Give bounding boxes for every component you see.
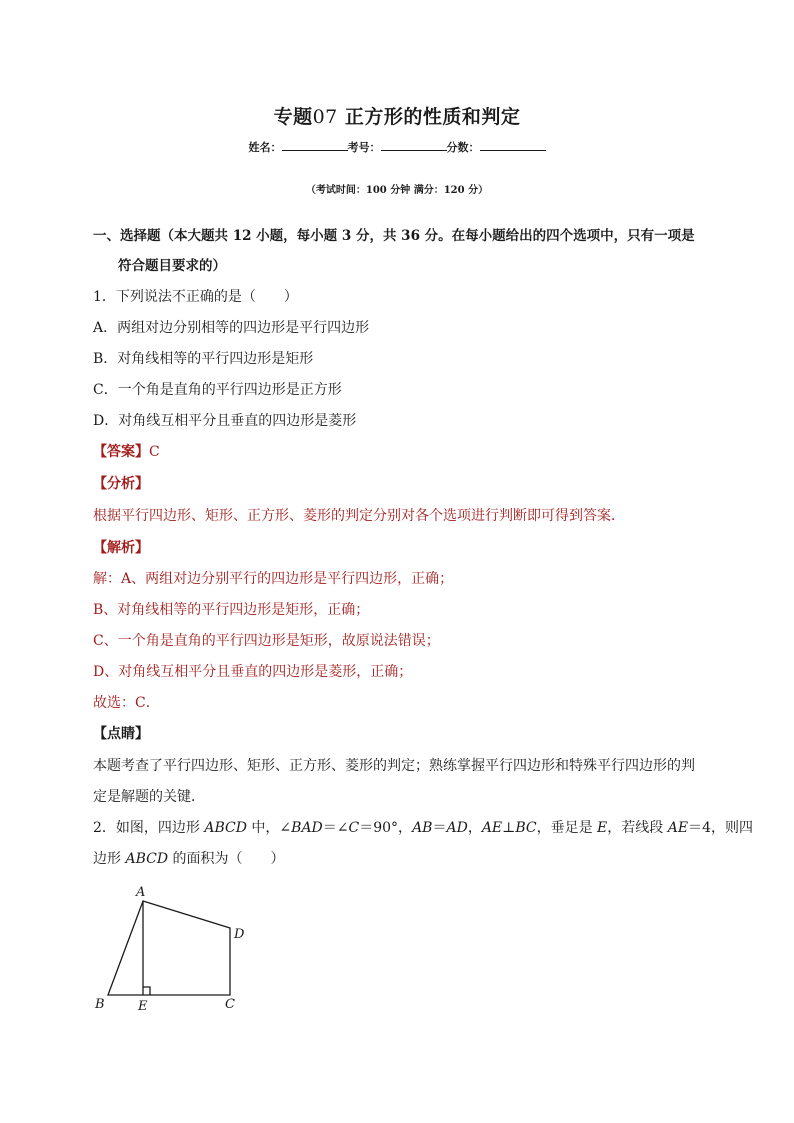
score-label: 分数： [446, 141, 480, 154]
q1-option-a: A．两组对边分别相等的四边形是平行四边形 [93, 320, 370, 336]
q2-math: E [597, 820, 608, 836]
q2-text: ＝90°， [359, 820, 413, 836]
q2-math: AE [667, 820, 689, 836]
q2-math: AE [481, 820, 503, 836]
q1-option-c: C．一个角是直角的平行四边形是正方形 [93, 382, 342, 398]
title-prefix: 专题 [273, 106, 313, 128]
exam-info: （考试时间：100 分钟 满分：120 分） [305, 185, 489, 196]
q2-math: ABCD [125, 851, 169, 867]
title-main: 正方形的性质和判定 [344, 106, 521, 128]
answer-tag: 【答案】 [93, 444, 149, 460]
label-d: D [234, 927, 245, 942]
title-number: 07 [312, 106, 338, 128]
q1-option-d: D．对角线互相平分且垂直的四边形是菱形 [93, 413, 357, 429]
q2-text: 的面积为（ ） [168, 851, 285, 867]
solution-line-4: D、对角线互相平分且垂直的四边形是菱形，正确； [93, 664, 413, 680]
q2-text: ⊥ [502, 820, 516, 836]
answer-value: C [149, 444, 160, 460]
comment-line-1: 本题考查了平行四边形、矩形、正方形、菱形的判定；熟练掌握平行四边形和特殊平行四边形的判 [93, 758, 695, 774]
right-angle-mark [143, 987, 150, 995]
q2-math: ∠BAD [279, 820, 323, 836]
q2-math: AD [446, 820, 468, 836]
q2-text: ，垂足是 [536, 820, 598, 836]
exam-no-label: 考号： [347, 141, 381, 154]
solution-tag: 【解析】 [93, 540, 149, 556]
q2-text: ， [467, 820, 482, 836]
solution-line-1: 解：A、两组对边分别平行的四边形是平行四边形，正确； [93, 571, 454, 587]
label-e: E [138, 999, 148, 1014]
q2-text: 边形 [93, 851, 126, 867]
label-c: C [225, 997, 235, 1012]
label-a: A [136, 885, 146, 900]
comment-line-2: 定是解题的关键． [93, 789, 205, 805]
section-heading-line2: 符合题目要求的） [118, 258, 226, 274]
analysis-text: 根据平行四边形、矩形、正方形、菱形的判定分别对各个选项进行判断即可得到答案． [93, 508, 625, 524]
quadrilateral-abcd [108, 901, 230, 995]
label-b: B [95, 997, 105, 1012]
q2-text: 2．如图，四边形 [93, 820, 205, 836]
analysis-tag: 【分析】 [93, 476, 149, 492]
solution-line-3: C、一个角是直角的平行四边形是矩形，故原说法错误； [93, 633, 440, 649]
q2-math: AB [412, 820, 433, 836]
name-label: 姓名： [248, 141, 282, 154]
q2-text: ＝ [432, 820, 447, 836]
section-heading-line1: 一、选择题（本大题共 12 小题，每小题 3 分，共 36 分。在每小题给出的四个选项中，只有一项是 [93, 228, 695, 244]
q2-text: 中， [246, 820, 280, 836]
q2-text: ＝ [322, 820, 337, 836]
q2-math: BC [515, 820, 537, 836]
q2-text: ，若线段 [607, 820, 668, 836]
q2-text: ＝4，则四 [688, 820, 753, 836]
q1-stem: 1．下列说法不正确的是（ ） [93, 289, 298, 305]
solution-line-5: 故选：C． [93, 695, 160, 711]
q2-math: ∠C [336, 820, 360, 836]
solution-line-2: B、对角线相等的平行四边形是矩形，正确； [93, 602, 370, 618]
q1-option-b: B．对角线相等的平行四边形是矩形 [93, 351, 314, 367]
q2-math: ABCD [204, 820, 247, 836]
comment-tag: 【点睛】 [93, 726, 149, 742]
